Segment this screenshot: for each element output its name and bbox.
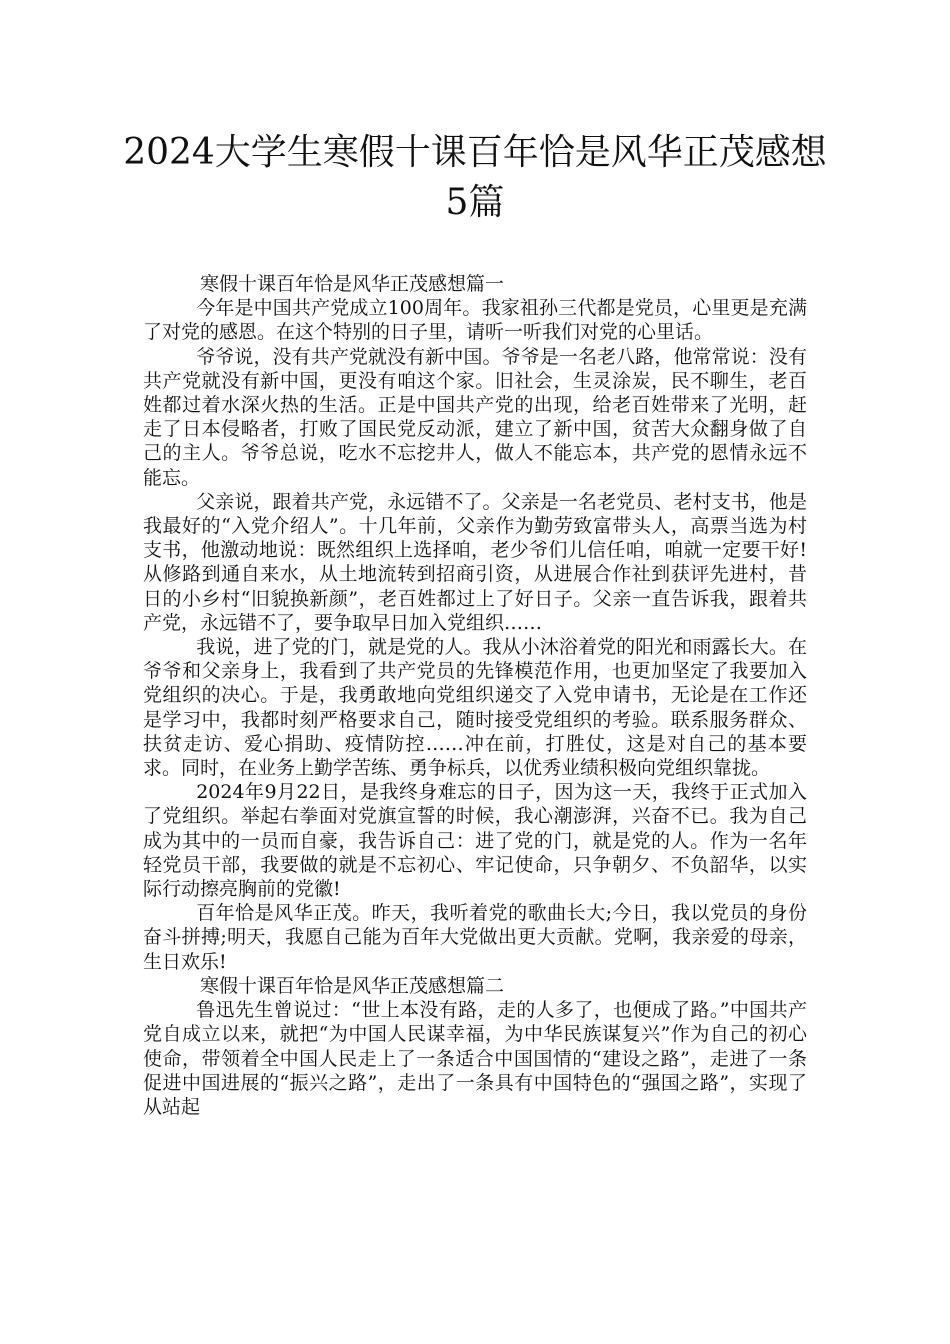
section-heading: 寒假十课百年恰是风华正茂感想篇二	[200, 974, 505, 997]
paragraph: 爷爷说，没有共产党就没有新中国。爷爷是一名老八路，他常常说：没有共产党就没有新中国，更没有咱这个家。旧社会，生灵涂炭，民不聊生，老百姓都过着水深火热的生活。正是中国共产党的出现，给老百姓带来了光明，赶走了日本侵略者，打败了国民党反动派，建立了新中国，贫苦大众翻身做了自己的主人。爷爷总说，吃水不忘挖井人，做人不能忘本，共产党的恩情永远不能忘。	[143, 345, 807, 489]
paragraph: 2024年9月22日，是我终身难忘的日子，因为这一天，我终于正式加入了党组织。举起右拳面对党旗宣誓的时候，我心潮澎湃，兴奋不已。我为自己成为其中的一员而自豪，我告诉自己：进了党的门，就是党的人。作为一名年轻党员干部，我要做的就是不忘初心、牢记使命，只争朝夕、不负韶华，以实际行动擦亮胸前的党徽!	[143, 781, 807, 901]
paragraph: 鲁迅先生曾说过：“世上本没有路，走的人多了，也便成了路。”中国共产党自成立以来，就把“为中国人民谋幸福，为中华民族谋复兴”作为自己的初心使命，带领着全中国人民走上了一条适合中国国情的“建设之路”，走进了一条促进中国进展的“振兴之路”，走出了一条具有中国特色的“强国之路”，实现了从站起	[143, 999, 807, 1118]
paragraph: 百年恰是风华正茂。昨天，我听着党的歌曲长大;今日，我以党员的身份奋斗拼搏;明天，我愿自己能为百年大党做出更大贡献。党啊，我亲爱的母亲，生日欢乐!	[143, 902, 807, 973]
paragraph: 父亲说，跟着共产党，永远错不了。父亲是一名老党员、老村支书，他是我最好的“入党介绍人”。十几年前，父亲作为勤劳致富带头人，高票当选为村支书，他激动地说：既然组织上选择咱，老少爷们儿信任咱，咱就一定要干好!从修路到通自来水，从土地流转到招商引资，从进展合作社到获评先进村，昔日的小乡村“旧貌换新颜”，老百姓都过上了好日子。父亲一直告诉我，跟着共产党，永远错不了，要争取早日加入党组织……	[143, 490, 807, 634]
paragraph: 今年是中国共产党成立100周年。我家祖孙三代都是党员，心里更是充满了对党的感恩。在这个特别的日子里，请听一听我们对党的心里话。	[143, 297, 807, 344]
document-body	[143, 272, 807, 1119]
section-heading: 寒假十课百年恰是风华正茂感想篇一	[200, 273, 505, 295]
paragraph: 我说，进了党的门，就是党的人。我从小沐浴着党的阳光和雨露长大。在爷爷和父亲身上，我看到了共产党员的先锋模范作用，也更加坚定了我要加入党组织的决心。于是，我勇敢地向党组织递交了入党申请书，无论是在工作还是学习中，我都时刻严格要求自己，随时接受党组织的考验。联系服务群众、扶贫走访、爱心捐助、疫情防控……冲在前，打胜仗，这是对自己的基本要求。同时，在业务上勤学苦练、勇争标兵，以优秀业绩积极向党组织靠拢。	[143, 636, 807, 780]
document-title: 2024大学生寒假十课百年恰是风华正茂感想5篇	[123, 132, 827, 223]
